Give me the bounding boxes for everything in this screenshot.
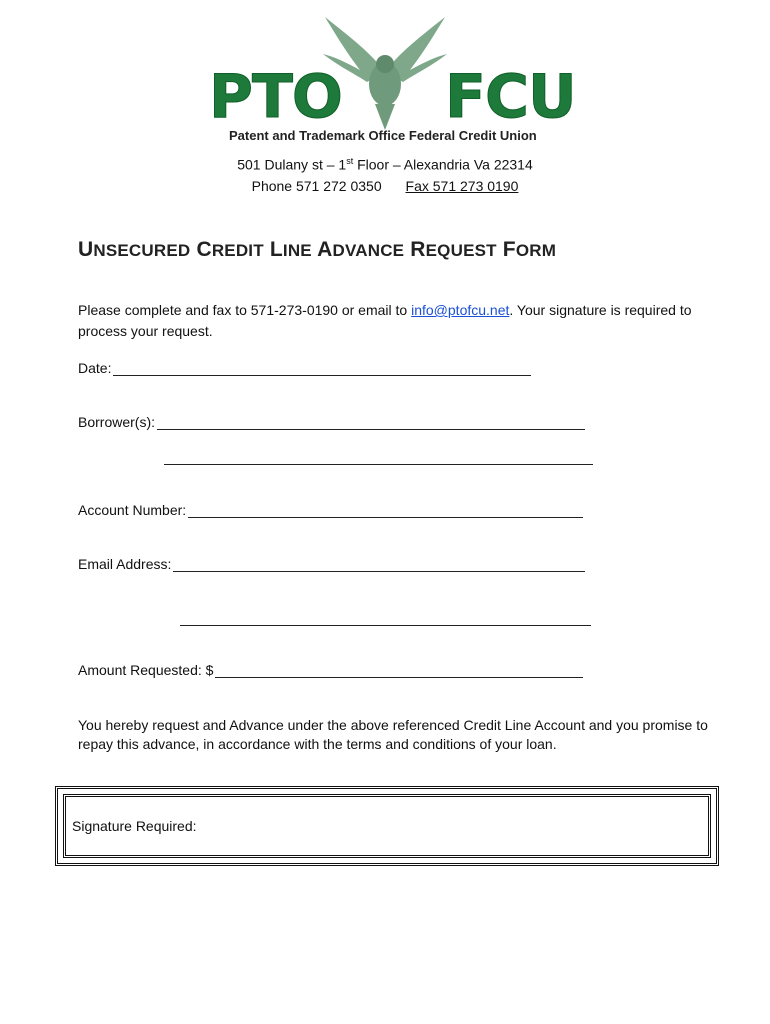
signature-label: Signature Required:: [72, 818, 197, 834]
instructions: Please complete and fax to 571-273-0190 or email to info@ptofcu.net. Your signature is required to process your request.: [78, 302, 692, 339]
amount-requested-label: Amount Requested: $: [78, 662, 214, 678]
logo: [205, 12, 576, 147]
contact-line: [0, 178, 770, 194]
phone-number: Phone 571 272 0350: [251, 178, 382, 194]
email-address-input-line-2[interactable]: [180, 624, 591, 626]
email-address-input-line[interactable]: [173, 557, 585, 572]
borrowers-input-line[interactable]: [157, 415, 585, 430]
date-label: Date:: [78, 360, 112, 376]
logo-left-text: PTO: [209, 62, 342, 132]
logo-subtitle: Patent and Trademark Office Federal Credit Union: [229, 128, 537, 143]
agreement-text: You hereby request and Advance under the above referenced Credit Line Account and you promise to repay this advance, in accordance with the terms and conditions of your loan.: [78, 717, 708, 752]
borrowers-label: Borrower(s):: [78, 414, 156, 430]
address-line: 501 Dulany st – 1st Floor – Alexandria Va 22314: [237, 156, 533, 173]
borrowers-input-line-2[interactable]: [164, 463, 593, 465]
account-number-label: Account Number:: [78, 502, 187, 518]
form-title: UNSECURED CREDIT LINE ADVANCE REQUEST FORM: [78, 238, 557, 261]
account-number-input-line[interactable]: [188, 503, 583, 518]
fax-number: Fax 571 273 0190: [405, 178, 519, 194]
borrowers-field[interactable]: [78, 414, 585, 430]
email-address-label: Email Address:: [78, 556, 172, 572]
email-address-field[interactable]: [78, 556, 585, 572]
email-link[interactable]: info@ptofcu.net: [411, 302, 510, 318]
logo-right-text: FCU: [445, 62, 576, 132]
amount-requested-input-line[interactable]: [215, 663, 583, 678]
date-input-line[interactable]: [113, 361, 531, 376]
date-field[interactable]: [78, 360, 531, 376]
amount-requested-field[interactable]: [78, 662, 583, 678]
account-number-field[interactable]: [78, 502, 583, 518]
